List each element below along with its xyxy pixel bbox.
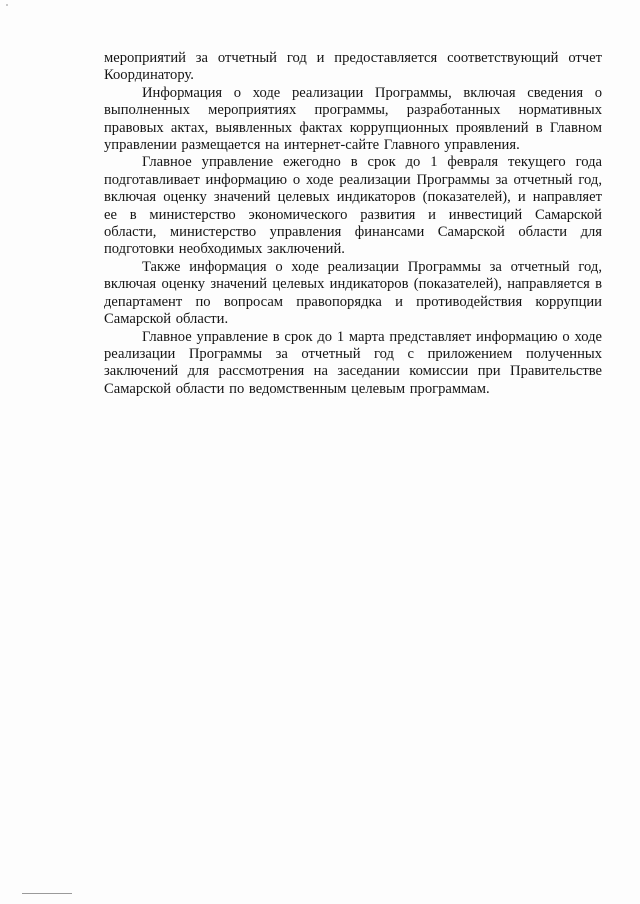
paragraph-information-publication: Информация о ходе реализации Программы, включая сведения о выполненных мероприятиях программы, разработанных нормативных правовых актах, выявленных фактах коррупционных проявлений в Главном управлении размещается на интернет-сайте Главного управления. <box>104 84 602 154</box>
paragraph-annual-report-february: Главное управление ежегодно в срок до 1 февраля текущего года подготавливает информацию о ходе реализации Программы за отчетный год, включая оценку значений целевых индикаторов (показателей), и направляет ее в министерство экономического развития и инвестиций Самарской области, министерство управления финансами Самарской области для подготовки необходимых заключений. <box>104 154 602 258</box>
paragraph-march-commission: Главное управление в срок до 1 марта представляет информацию о ходе реализации Программы за отчетный год с приложением полученных заключений для рассмотрения на заседании комиссии при Правительстве Самарской области по ведомственным целевым программам. <box>104 328 602 397</box>
document-body <box>104 50 602 398</box>
scan-artifact <box>6 4 8 6</box>
paragraph-law-enforcement-department: Также информация о ходе реализации Программы за отчетный год, включая оценку значений целевых индикаторов (показателей), направляется в департамент по вопросам правопорядка и противодействия коррупции Самарской области. <box>104 258 602 328</box>
page-edge-line <box>22 893 72 894</box>
paragraph-continuation: мероприятий за отчетный год и предоставляется соответствующий отчет Координатору. <box>104 50 602 84</box>
